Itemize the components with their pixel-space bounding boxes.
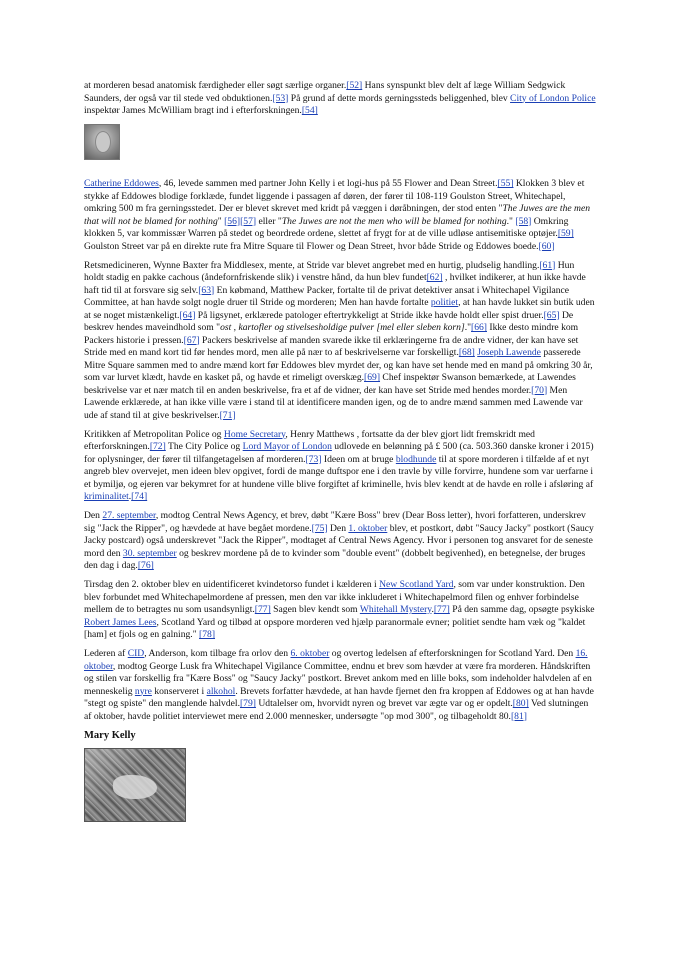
citation-link[interactable]: [72] — [149, 441, 166, 452]
citation-link[interactable]: [77] — [433, 604, 450, 615]
text: En købmand, Matthew Packer, fortalte til de privat detektiver ansat i Whitechapel Vigilance Committee, at han havde solgt nogle druer til Stride og morderen; Men han havde fortalte — [84, 284, 570, 308]
link-30-september[interactable]: 30. september — [122, 547, 177, 559]
citation-link[interactable]: [67] — [183, 334, 200, 346]
face-shape — [95, 131, 111, 153]
link-alkohol[interactable]: alkohol — [206, 685, 236, 697]
paragraph-5 — [84, 510, 596, 573]
text: , at han havde lukket sin butik uden at se noget mistænkeligt. — [84, 297, 595, 321]
paragraph-4 — [84, 429, 596, 504]
link-robert-james-lees[interactable]: Robert James Lees — [84, 616, 157, 628]
citation-link[interactable]: [69] — [364, 372, 381, 383]
mary-kelly-photo-image[interactable] — [84, 748, 186, 822]
link-6-oktober[interactable]: 6. oktober — [290, 648, 330, 659]
text: Men Lawende erklærede, at han ikke ville være i stand til at identificere manden igen, og de to andre mænd sammen med Lawende var ude af stand til at give beskrivelser. — [84, 384, 583, 421]
citation-link[interactable]: [79] — [239, 698, 256, 709]
text: udlovede en belønning på £ 500 (ca. 503.360 danske kroner i 2015) for oplysninger, der fører til tilfangetagelsen af morderen. — [84, 441, 594, 465]
citation-link[interactable]: [65] — [543, 309, 560, 321]
link-16-oktober[interactable]: 16. oktober — [84, 648, 588, 672]
citation-link[interactable]: [78] — [199, 629, 216, 640]
text: , modtog Central News Agency, et brev, døbt "Kære Boss" brev (Dear Boss letter), hvori forfatteren, underskrev sig "Jack the Ripper", og hævdede at have begået mordene. — [84, 510, 586, 534]
paragraph-6 — [84, 579, 596, 642]
text: " — [217, 215, 225, 227]
text: The City Police og — [165, 441, 243, 452]
text: og beskrev mordene på de to kvinder som "double event" (dobbelt begivenhed), en betegnelse, der bruges den dag i dag. — [84, 547, 586, 571]
link-city-of-london-police[interactable]: City of London Police — [510, 92, 596, 104]
link-27-september[interactable]: 27. september — [102, 510, 156, 521]
text: ." — [464, 322, 472, 333]
eddowes-portrait-image[interactable] — [84, 124, 120, 160]
quote-text: ost , kartofler og stivelsesholdige pulver [mel eller sleben korn] — [220, 322, 465, 333]
section-heading-mary-kelly: Mary Kelly — [84, 729, 136, 741]
text: Lederen af — [84, 648, 128, 659]
citation-link[interactable]: [55] — [497, 178, 514, 189]
text: Kritikken af Metropolitan Police og — [84, 428, 224, 440]
link-home-secretary[interactable]: Home Secretary — [223, 428, 286, 440]
text: . — [431, 604, 434, 615]
quote-text: The Juwes are not the men who will be blamed for nothing — [281, 215, 507, 227]
link-new-scotland-yard[interactable]: New Scotland Yard — [379, 579, 454, 590]
citation-link[interactable]: [66] — [471, 322, 487, 333]
citation-link[interactable]: [53] — [272, 92, 289, 104]
link-politiet[interactable]: politiet — [430, 297, 459, 308]
text: at morderen besad anatomisk færdigheder eller søgt særlige organer. — [84, 80, 347, 91]
text: Den — [327, 522, 349, 534]
text: På ligsynet, erklærede patologer eftertrykkeligt at Stride ikke havde holdt eller spist druer. — [195, 309, 544, 321]
citation-link[interactable]: [59] — [557, 228, 574, 239]
citation-link[interactable]: [58] — [515, 215, 532, 227]
text: inspektør James McWilliam bragt ind i efterforskningen. — [84, 105, 302, 116]
citation-link[interactable]: [63] — [198, 284, 215, 296]
citation-link[interactable]: [75] — [311, 522, 328, 534]
text: På grund af dette mords gerningssteds beliggenhed, blev — [288, 92, 511, 104]
citation-link[interactable]: [62] — [426, 272, 443, 283]
citation-link[interactable]: [77] — [254, 604, 271, 615]
quote-text: The Juwes are the men that will not be blamed for nothing — [84, 203, 591, 227]
citation-link[interactable]: [52] — [346, 80, 363, 91]
text: Klokken 3 blev et stykke af Eddowes blodige forklæde, fundet liggende i passagen af døren, der fører til 108-119 Goulston Street, Whitechapel, omkring 500 m fra gerningsstedet. Der er blevet skrevet med kridt på væggen i døråbningen, der stod enten " — [84, 178, 585, 214]
link-lord-mayor-of-london[interactable]: Lord Mayor of London — [242, 441, 332, 452]
citation-link[interactable]: [54] — [301, 105, 318, 116]
text: Packers beskrivelse af manden svarede ikke til erklæringerne fra de andre vidner, der kan have set Stride med en mand kort tid før hendes mord, men alle på nær to af beskrivelserne var forskelligt. — [84, 334, 579, 358]
link-blodhunde[interactable]: blodhunde — [395, 453, 437, 465]
text: blev, et postkort, døbt "Saucy Jacky" postkort (Saucy Jacky postcard) også underskrevet "Jack the Ripper", modtaget af Central News Agency. Hvor i personen tog ansvaret for de seneste mord den — [84, 522, 594, 559]
text: passerede Mitre Square sammen med to andre mænd kort før Eddowes blev myrdet der, og kan have set hende med en mand på omkring 30 år, som var lurvet klædt, havde en kasket på, og havde et rimeligt overskæg. — [84, 347, 593, 383]
citation-link[interactable]: [64] — [179, 309, 196, 321]
text: Ved slutningen af oktober, havde politiet interviewet mere end 2.000 mennesker, undersøgte "op mod 300", og tilbageholdt 80. — [84, 698, 589, 722]
figure-shape — [113, 775, 157, 799]
citation-link[interactable]: [71] — [219, 409, 236, 421]
text: , som var under konstruktion. Den blev forbundet med Whitechapelmordene af pressen, men den var ikke inkluderet i Whitechapelmord filen og enhver forbindelse mellem de to betragtes nu som usandsynligt. — [84, 579, 585, 615]
citation-link[interactable]: [73] — [305, 453, 322, 465]
paragraph-1 — [84, 80, 596, 118]
text: , 46, levede sammen med partner John Kelly i et logi-hus på 55 Flower and Dean Street. — [158, 178, 498, 189]
text: . Brevets forfatter hævdede, at han havde fjernet den fra kroppen af Eddowes og at han havde "stegt og spiste" den manglende halvdel. — [84, 685, 594, 709]
paragraph-3 — [84, 260, 596, 423]
link-cid[interactable]: CID — [127, 648, 145, 659]
text: Den — [84, 510, 103, 521]
citation-link[interactable]: [70] — [531, 384, 548, 396]
citation-link[interactable]: [57] — [240, 215, 257, 227]
text: , Anderson, kom tilbage fra orlov den — [144, 648, 291, 659]
text: Ideen om at bruge — [321, 453, 396, 465]
article-body — [84, 80, 596, 822]
text: til at spore morderen i tilfælde af et nyt angreb blev overvejet, men ideen blev opgivet, fordi de mange duftspor ene i den travle by ville forvirre, hundene som var uerfarne i et bymiljø, og ejeren var bekymret for at hundene ville blive forgiftet af kriminelle, hvis blev kendt at de havde en rolle i afsløring af — [84, 453, 594, 490]
citation-link[interactable]: [68] — [458, 347, 475, 358]
citation-link[interactable]: [76] — [137, 560, 154, 571]
paragraph-2 — [84, 178, 596, 253]
text: eller " — [256, 215, 282, 227]
citation-link[interactable]: [56] — [224, 215, 241, 227]
link-catherine-eddowes[interactable]: Catherine Eddowes — [84, 178, 159, 189]
text: , modtog George Lusk fra Whitechapel Vigilance Committee, endnu et brev som hævder at være fra morderen. Håndskriften og stilen var forskellig fra "Kære Boss" og "Saucy Jacky" postkort. Brevet ankom med en lille boks, som indeholder halvdelen af en menneskelig — [84, 660, 592, 697]
citation-link[interactable]: [61] — [539, 259, 556, 271]
text: Omkring klokken 5, var kommissær Warren på stedet og beordrede ordene, slettet af frygt for at de ville udløse antisemitiske optøjer. — [84, 215, 569, 239]
text: Retsmedicineren, Wynne Baxter fra Middlesex, mente, at Stride var blevet angrebet med en hurtig, pludselig handling. — [84, 259, 540, 271]
link-joseph-lawende[interactable]: Joseph Lawende — [477, 347, 541, 358]
text: Goulston Street var på en direkte rute fra Mitre Square til Flower og Dean Street, hvor både Stride og Eddowes boede. — [84, 240, 539, 252]
link-whitehall-mystery[interactable]: Whitehall Mystery — [359, 604, 432, 615]
text: . — [128, 491, 132, 502]
link-1-oktober[interactable]: 1. oktober — [348, 522, 388, 534]
text: , hvilket indikerer, at hun ikke havde haft tid til at forsvare sig selv. — [84, 272, 586, 296]
text: , Henry Matthews , fortsatte da der blev gjort lidt fremskridt med efterforskningen. — [84, 428, 535, 452]
citation-link[interactable]: [74] — [131, 491, 148, 502]
citation-link[interactable]: [81] — [510, 710, 527, 722]
text: Hans synspunkt blev delt af læge William Sedgwick Saunders, der også var til stede ved obduktionen. — [84, 80, 566, 104]
citation-link[interactable]: [60] — [538, 240, 555, 252]
text: Hun holdt stadig en pakke cachous (åndefornfriskende slik) i venstre hånd, da hun blev fundet — [84, 259, 575, 283]
paragraph-7 — [84, 648, 596, 723]
link-nyre[interactable]: nyre — [134, 685, 152, 697]
text: ." — [506, 215, 516, 227]
link-kriminalitet[interactable]: kriminalitet — [84, 491, 129, 502]
text: De beskrev hendes maveindhold som " — [84, 309, 574, 333]
text: På den samme dag, opsøgte psykiske — [449, 604, 595, 615]
text: og overtog ledelsen af efterforskningen for Scotland Yard. Den — [329, 648, 576, 659]
text: Chef inspektør Swanson bemærkede, at Lawendes beskrivelse var et nær match til en anden beskrivelse, fra et af de vidner, der kan have set Stride med hendes morder. — [84, 372, 576, 396]
text: Ikke desto mindre kom Packers historie i pressen. — [84, 322, 579, 346]
text: Tirsdag den 2. oktober blev en uidentificeret kvindetorso fundet i kælderen i — [84, 579, 380, 590]
text: konserveret i — [151, 685, 207, 697]
text: Sagen blev kendt som — [270, 604, 360, 615]
text: , Scotland Yard og tilbød at opspore morderen ved hjælp paranormale evner; politiet sendte ham væk og "kaldet [ham] et fjols og en galning." — [84, 616, 586, 640]
citation-link[interactable]: [80] — [512, 698, 529, 709]
text: Udtalelser om, hvorvidt nyren og brevet var ægte var og er opdelt. — [255, 698, 513, 709]
